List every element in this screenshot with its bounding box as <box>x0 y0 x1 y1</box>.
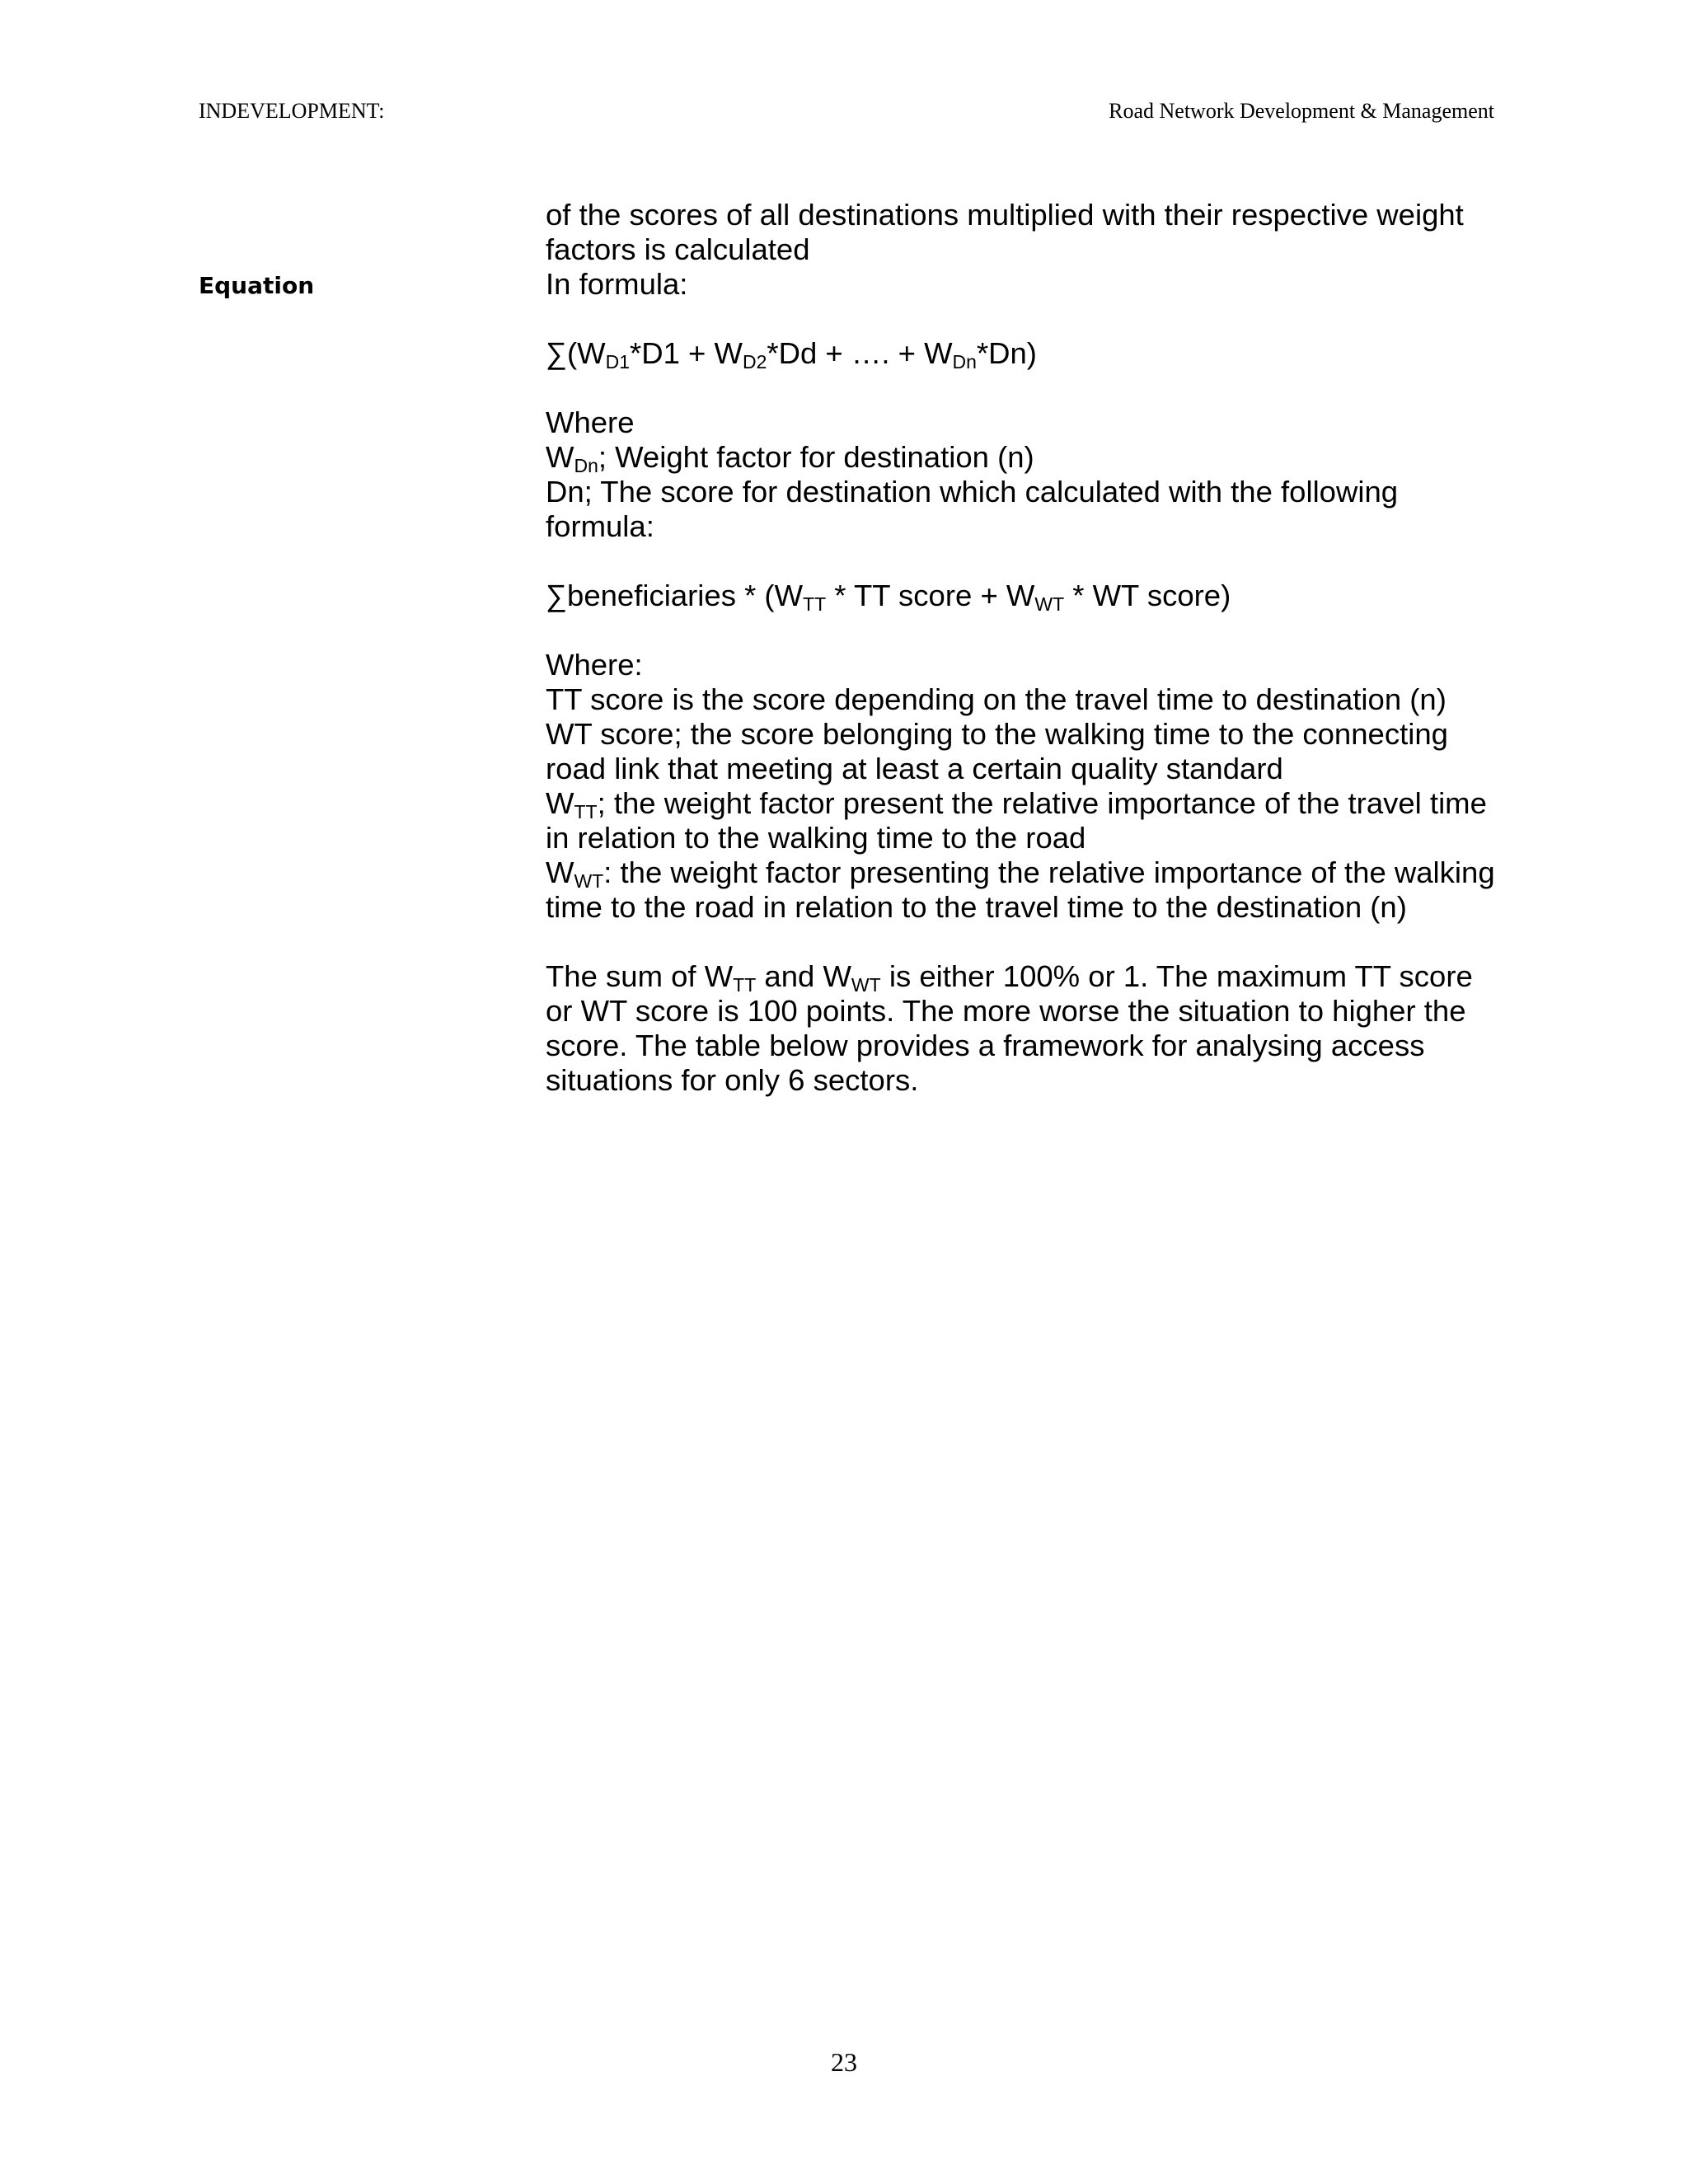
definition-wwt-cont: time to the road in relation to the travel time to the destination (n) <box>546 890 1407 924</box>
definition-wt-score: WT score; the score belonging to the walking time to the connecting <box>546 717 1448 751</box>
where-label: Where: <box>546 648 643 682</box>
formula-beneficiaries: ∑beneficiaries * ($W_{TT}$ * TT score + $W_{WT}$ * WT score) <box>546 579 1231 615</box>
paragraph-line: of the scores of all destinations multiplied with their respective weight <box>546 198 1464 232</box>
definition-wdn: $W_{Dn}$; Weight factor for destination (n) <box>546 440 1034 476</box>
paragraph-line: The sum of $W_{TT}$ and $W_{WT}$ is either 100% or 1. The maximum TT score <box>546 959 1473 996</box>
running-header-left: INDEVELOPMENT: <box>199 99 385 123</box>
definition-wtt-cont: in relation to the walking time to the road <box>546 821 1086 855</box>
running-header-right: Road Network Development & Management <box>1109 99 1494 123</box>
paragraph-line: score. The table below provides a framework for analysing access <box>546 1029 1425 1062</box>
page-number: 23 <box>831 2047 857 2077</box>
paragraph-line: situations for only 6 sectors. <box>546 1063 919 1097</box>
definition-wtt: $W_{TT}$; the weight factor present the relative importance of the travel time <box>546 786 1487 823</box>
margin-label-equation: Equation <box>199 272 315 299</box>
body-text <box>546 198 1518 1098</box>
definition-tt-score: TT score is the score depending on the travel time to destination (n) <box>546 682 1447 716</box>
definition-dn: Dn; The score for destination which calculated with the following <box>546 475 1399 509</box>
paragraph-line: factors is calculated <box>546 232 810 266</box>
formula-weighted-sum: $\sum(W_{D1}*D1 + W_{D2}*Dd$ + …. + $W_{Dn}*Dn$) <box>546 336 1037 373</box>
definition-wt-score-cont: road link that meeting at least a certain quality standard <box>546 752 1283 785</box>
paragraph-line: or WT score is 100 points. The more worse the situation to higher the <box>546 994 1466 1028</box>
definition-dn-cont: formula: <box>546 509 654 543</box>
in-formula-label: In formula: <box>546 267 688 301</box>
where-label: Where <box>546 405 635 439</box>
definition-wwt: $W_{WT}$: the weight factor presenting the relative importance of the walking <box>546 855 1495 892</box>
